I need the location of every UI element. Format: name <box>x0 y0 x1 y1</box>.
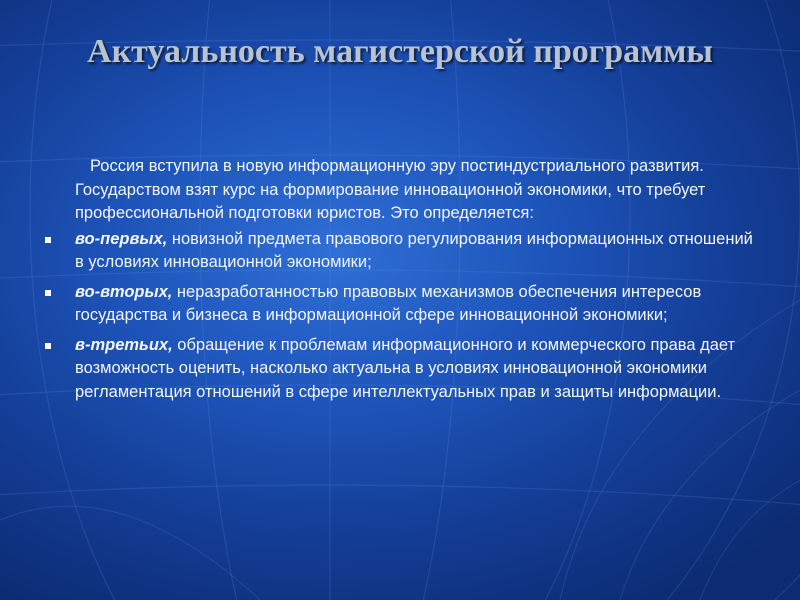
square-bullet-icon <box>45 237 51 243</box>
bullet-text: новизной предмета правового регулирования информационных отношений в условиях инновационной экономики; <box>75 229 753 271</box>
list-item <box>75 334 755 405</box>
bullet-list <box>75 228 755 405</box>
square-bullet-icon <box>45 290 51 296</box>
square-bullet-icon <box>45 343 51 349</box>
list-item <box>75 281 755 328</box>
bullet-lead: во-первых, <box>75 229 168 248</box>
bullet-text: обращение к проблемам информационного и коммерческого права дает возможность оценить, насколько актуальна в условиях инновационной экономики регламентация отношений в сфере интеллектуальных прав и защиты информации. <box>75 335 736 401</box>
bullet-text: неразработанностью правовых механизмов обеспечения интересов государства и бизнеса в информационной сфере инновационной экономики; <box>75 282 702 324</box>
list-item <box>75 228 755 275</box>
bullet-lead: во-вторых, <box>75 282 173 301</box>
intro-paragraph: Россия вступила в новую информационную эру постиндустриального развития. Государством взят курс на формирование инновационной экономики, что требует профессиональной подготовки юристов. Это определяется: <box>75 157 706 222</box>
slide-title: Актуальность магистерской программы <box>87 33 713 70</box>
bullet-lead: в-третьих, <box>75 335 173 354</box>
slide-body <box>75 155 755 410</box>
